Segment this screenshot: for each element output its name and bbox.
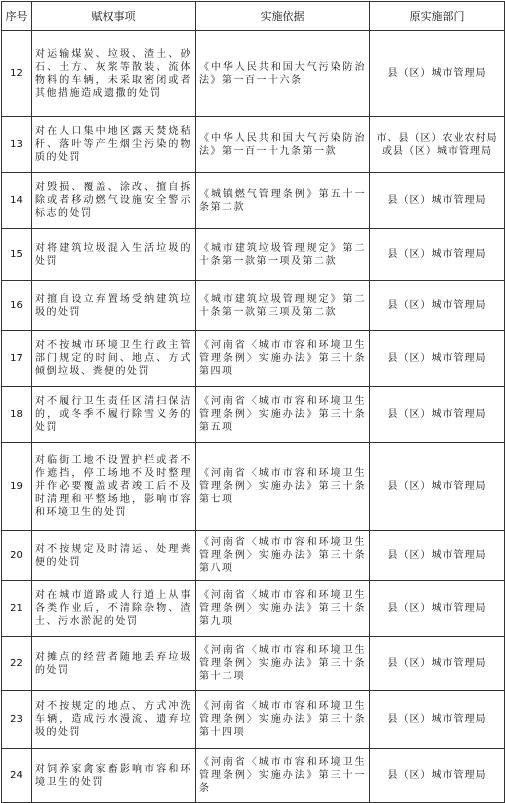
row-authority-matter: 对临街工地不设置护栏或者不作遮挡，停工场地不及时整理并作必要覆盖或者竣工后不及时清理和平整场地，影响市容和环境卫生的处罚 [32, 443, 196, 531]
row-serial-number: 12 [2, 31, 32, 117]
row-original-department: 县（区）城市管理局 [370, 749, 505, 803]
table-row [2, 31, 505, 117]
header-original-department: 原实施部门 [370, 2, 505, 31]
row-serial-number: 22 [2, 637, 32, 691]
row-legal-basis: 《城市建筑垃圾管理规定》第二十条第一款第三项及第二款 [196, 281, 370, 331]
row-serial-number: 14 [2, 173, 32, 229]
table-row [2, 229, 505, 281]
row-serial-number: 21 [2, 581, 32, 637]
header-serial-number: 序号 [2, 2, 32, 31]
row-authority-matter: 对毁损、覆盖、涂改、擅自拆除或者移动燃气设施安全警示标志的处罚 [32, 173, 196, 229]
row-legal-basis: 《河南省〈城市市容和环境卫生管理条例〉实施办法》第三十条第七项 [196, 443, 370, 531]
row-original-department: 县（区）城市管理局 [370, 229, 505, 281]
row-serial-number: 15 [2, 229, 32, 281]
row-serial-number: 17 [2, 331, 32, 387]
row-authority-matter: 对饲养家禽家畜影响市容和环境卫生的处罚 [32, 749, 196, 803]
row-serial-number: 23 [2, 691, 32, 749]
row-authority-matter: 对在人口集中地区露天焚烧秸秆、落叶等产生烟尘污染的物质的处罚 [32, 117, 196, 173]
row-original-department: 县（区）城市管理局 [370, 387, 505, 443]
row-serial-number: 18 [2, 387, 32, 443]
row-authority-matter: 对不履行卫生责任区清扫保洁的，或冬季不履行除雪义务的处罚 [32, 387, 196, 443]
row-authority-matter: 对摊点的经营者随地丢弃垃圾的处罚 [32, 637, 196, 691]
authority-table [1, 1, 505, 803]
row-serial-number: 19 [2, 443, 32, 531]
row-authority-matter: 对不按城市环境卫生行政主管部门规定的时间、地点、方式倾倒垃圾、粪便的处罚 [32, 331, 196, 387]
row-original-department: 县（区）城市管理局 [370, 331, 505, 387]
row-original-department: 县（区）城市管理局 [370, 531, 505, 581]
row-authority-matter: 对擅自设立弃置场受纳建筑垃圾的处罚 [32, 281, 196, 331]
row-original-department: 县（区）城市管理局 [370, 31, 505, 117]
table-row [2, 387, 505, 443]
table-row [2, 443, 505, 531]
row-authority-matter: 对运输煤炭、垃圾、渣土、砂石、土方、灰浆等散装、流体物料的车辆，未采取密闭或者其他措施造成遗撒的处罚 [32, 31, 196, 117]
row-original-department: 县（区）城市管理局 [370, 637, 505, 691]
row-legal-basis: 《河南省〈城市市容和环境卫生管理条例〉实施办法》第三十一条 [196, 749, 370, 803]
row-original-department: 县（区）城市管理局 [370, 281, 505, 331]
row-authority-matter: 对不按规定的地点、方式冲洗车辆，造成污水漫流、遗弃垃圾的处罚 [32, 691, 196, 749]
table-row [2, 531, 505, 581]
row-legal-basis: 《中华人民共和国大气污染防治法》第一百一十六条 [196, 31, 370, 117]
row-original-department: 县（区）城市管理局 [370, 581, 505, 637]
row-serial-number: 16 [2, 281, 32, 331]
row-original-department: 县（区）城市管理局 [370, 691, 505, 749]
row-authority-matter: 对不按规定及时清运、处理粪便的处罚 [32, 531, 196, 581]
row-original-department: 县（区）城市管理局 [370, 443, 505, 531]
row-authority-matter: 对将建筑垃圾混入生活垃圾的处罚 [32, 229, 196, 281]
row-legal-basis: 《城镇燃气管理条例》第五十一条第二款 [196, 173, 370, 229]
row-serial-number: 13 [2, 117, 32, 173]
table-row [2, 637, 505, 691]
row-legal-basis: 《河南省〈城市市容和环境卫生管理条例〉实施办法》第三十条第四项 [196, 331, 370, 387]
row-legal-basis: 《河南省〈城市市容和环境卫生管理条例〉实施办法》第三十条第五项 [196, 387, 370, 443]
row-authority-matter: 对在城市道路或人行道上从事各类作业后，不清除杂物、渣土、污水淤泥的处罚 [32, 581, 196, 637]
row-legal-basis: 《城市建筑垃圾管理规定》第二十条第一款第一项及第二款 [196, 229, 370, 281]
row-serial-number: 20 [2, 531, 32, 581]
table-row [2, 117, 505, 173]
table-row [2, 281, 505, 331]
row-legal-basis: 《河南省〈城市市容和环境卫生管理条例〉实施办法》第三十条第十四项 [196, 691, 370, 749]
row-legal-basis: 《河南省〈城市市容和环境卫生管理条例〉实施办法》第三十条第九项 [196, 581, 370, 637]
row-original-department: 县（区）城市管理局 [370, 173, 505, 229]
table-row [2, 581, 505, 637]
row-legal-basis: 《中华人民共和国大气污染防治法》第一百一十九条第一款 [196, 117, 370, 173]
header-authority-matter: 赋权事项 [32, 2, 196, 31]
table-row [2, 691, 505, 749]
table-row [2, 749, 505, 803]
header-legal-basis: 实施依据 [196, 2, 370, 31]
row-legal-basis: 《河南省〈城市市容和环境卫生管理条例〉实施办法》第三十条第十二项 [196, 637, 370, 691]
row-legal-basis: 《河南省〈城市市容和环境卫生管理条例〉实施办法》第三十条第八项 [196, 531, 370, 581]
row-original-department: 市、县（区）农业农村局或县（区）城市管理局 [370, 117, 505, 173]
table-row [2, 331, 505, 387]
table-row [2, 173, 505, 229]
table-header-row [2, 2, 505, 31]
row-serial-number: 24 [2, 749, 32, 803]
